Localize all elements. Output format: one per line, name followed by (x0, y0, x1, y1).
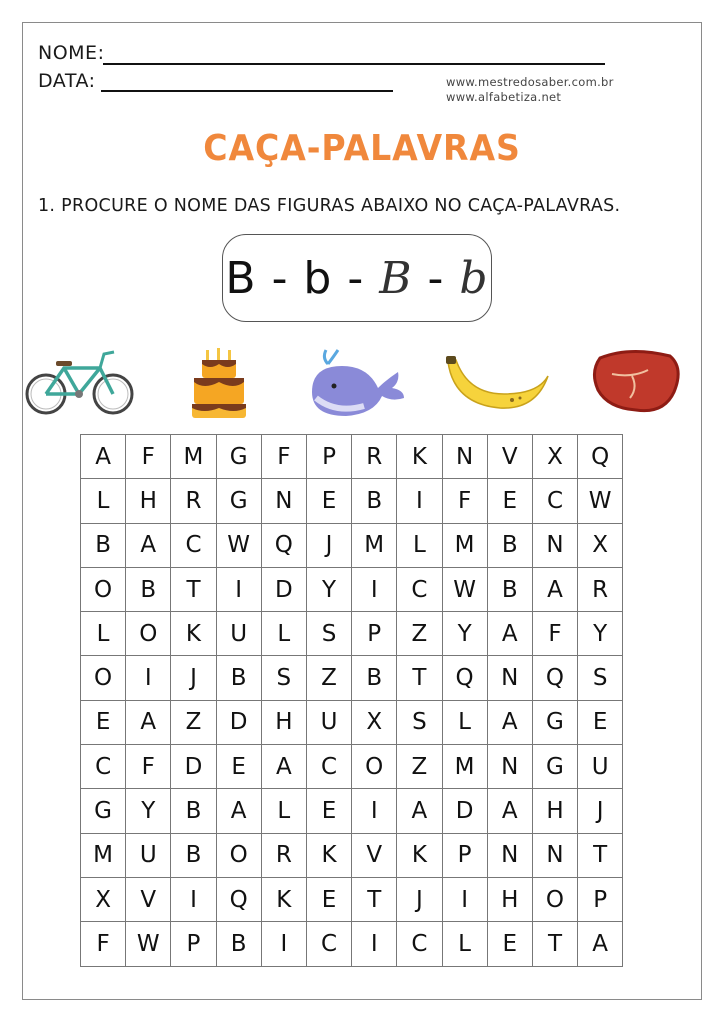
grid-cell[interactable]: P (442, 833, 487, 877)
grid-cell[interactable]: O (81, 567, 126, 611)
whale-icon (306, 348, 408, 420)
grid-cell[interactable]: K (306, 833, 351, 877)
grid-cell[interactable]: K (261, 877, 306, 921)
bicycle-icon (24, 346, 136, 422)
grid-cell[interactable]: Y (578, 612, 623, 656)
grid-cell[interactable]: A (578, 922, 623, 966)
grid-cell[interactable]: N (487, 745, 532, 789)
grid-cell[interactable]: J (306, 523, 351, 567)
letter-dash: - (412, 252, 460, 304)
grid-cell[interactable]: W (216, 523, 261, 567)
grid-cell[interactable]: I (171, 877, 216, 921)
grid-cell[interactable]: C (81, 745, 126, 789)
grid-cell[interactable]: E (487, 479, 532, 523)
grid-cell[interactable]: F (126, 435, 171, 479)
grid-cell[interactable]: N (487, 656, 532, 700)
grid-cell[interactable]: Z (397, 612, 442, 656)
grid-row (81, 435, 623, 479)
grid-cell[interactable]: H (261, 700, 306, 744)
grid-cell[interactable]: E (306, 479, 351, 523)
grid-row (81, 479, 623, 523)
grid-cell[interactable]: Z (397, 745, 442, 789)
grid-cell[interactable]: C (306, 922, 351, 966)
grid-cell[interactable]: B (216, 922, 261, 966)
grid-row (81, 700, 623, 744)
grid-cell[interactable]: E (306, 877, 351, 921)
grid-cell[interactable]: B (487, 523, 532, 567)
grid-cell[interactable]: P (578, 877, 623, 921)
grid-cell[interactable]: B (352, 479, 397, 523)
grid-cell[interactable]: R (171, 479, 216, 523)
grid-row (81, 523, 623, 567)
grid-cell[interactable]: I (352, 789, 397, 833)
grid-cell[interactable]: L (81, 612, 126, 656)
grid-cell[interactable]: C (306, 745, 351, 789)
grid-cell[interactable]: Z (306, 656, 351, 700)
grid-cell[interactable]: Q (216, 877, 261, 921)
grid-cell[interactable]: M (81, 833, 126, 877)
grid-cell[interactable]: I (126, 656, 171, 700)
grid-cell[interactable]: M (442, 523, 487, 567)
grid-cell[interactable]: E (487, 922, 532, 966)
grid-row (81, 656, 623, 700)
steak-icon (590, 348, 682, 418)
grid-cell[interactable]: E (306, 789, 351, 833)
grid-row (81, 877, 623, 921)
grid-cell[interactable]: A (397, 789, 442, 833)
date-line[interactable] (101, 90, 393, 92)
grid-cell[interactable]: N (261, 479, 306, 523)
grid-cell[interactable]: G (81, 789, 126, 833)
grid-cell[interactable]: M (171, 435, 216, 479)
grid-cell[interactable]: S (578, 656, 623, 700)
grid-cell[interactable]: B (487, 567, 532, 611)
grid-row (81, 789, 623, 833)
print-letters: B - b - (225, 252, 380, 304)
grid-cell[interactable]: C (397, 567, 442, 611)
grid-row (81, 833, 623, 877)
grid-cell[interactable]: Q (578, 435, 623, 479)
grid-cell[interactable]: V (126, 877, 171, 921)
grid-cell[interactable]: Q (532, 656, 577, 700)
grid-cell[interactable]: X (532, 435, 577, 479)
grid-cell[interactable]: A (487, 700, 532, 744)
grid-cell[interactable]: I (216, 567, 261, 611)
grid-cell[interactable]: L (442, 922, 487, 966)
grid-row (81, 612, 623, 656)
grid-cell[interactable]: Y (442, 612, 487, 656)
grid-cell[interactable]: B (352, 656, 397, 700)
grid-cell[interactable]: B (171, 833, 216, 877)
grid-cell[interactable]: W (442, 567, 487, 611)
grid-cell[interactable]: L (81, 479, 126, 523)
grid-cell[interactable]: R (261, 833, 306, 877)
grid-cell[interactable]: I (352, 567, 397, 611)
grid-cell[interactable]: M (442, 745, 487, 789)
name-label: NOME: (38, 42, 105, 64)
grid-cell[interactable]: G (216, 479, 261, 523)
letters-display (225, 253, 488, 304)
grid-cell[interactable]: G (216, 435, 261, 479)
grid-cell[interactable]: C (397, 922, 442, 966)
grid-cell[interactable]: F (261, 435, 306, 479)
grid-cell[interactable]: T (171, 567, 216, 611)
grid-cell[interactable]: B (171, 789, 216, 833)
grid-cell[interactable]: E (216, 745, 261, 789)
grid-cell[interactable]: W (578, 479, 623, 523)
cursive-lower-letter: b (459, 252, 489, 304)
grid-cell[interactable]: O (126, 612, 171, 656)
cursive-upper-letter: B (379, 252, 413, 304)
grid-row (81, 567, 623, 611)
grid-cell[interactable]: A (261, 745, 306, 789)
grid-cell[interactable]: D (171, 745, 216, 789)
grid-cell[interactable]: H (126, 479, 171, 523)
grid-cell[interactable]: B (216, 656, 261, 700)
grid-cell[interactable]: C (171, 523, 216, 567)
grid-cell[interactable]: R (578, 567, 623, 611)
grid-cell[interactable]: U (578, 745, 623, 789)
grid-cell[interactable]: Y (306, 567, 351, 611)
grid-cell[interactable]: J (397, 877, 442, 921)
grid-cell[interactable]: O (81, 656, 126, 700)
grid-cell[interactable]: S (306, 612, 351, 656)
site-url-1: www.mestredosaber.com.br (446, 75, 614, 89)
word-search-grid (80, 434, 623, 967)
grid-cell[interactable]: C (532, 479, 577, 523)
grid-cell[interactable]: L (442, 700, 487, 744)
grid-cell[interactable]: L (261, 789, 306, 833)
grid-cell[interactable]: A (126, 523, 171, 567)
grid-cell[interactable]: D (261, 567, 306, 611)
grid-cell[interactable]: F (126, 745, 171, 789)
letter-box (222, 234, 492, 322)
grid-row (81, 922, 623, 966)
cake-icon (190, 348, 248, 420)
grid-cell[interactable]: U (306, 700, 351, 744)
grid-cell[interactable]: N (442, 435, 487, 479)
grid-cell[interactable]: O (532, 877, 577, 921)
grid-cell[interactable]: I (261, 922, 306, 966)
grid-cell[interactable]: X (81, 877, 126, 921)
grid-cell[interactable]: N (487, 833, 532, 877)
grid-cell[interactable]: A (216, 789, 261, 833)
grid-cell[interactable]: I (397, 479, 442, 523)
grid-cell[interactable]: W (126, 922, 171, 966)
grid-cell[interactable]: U (216, 612, 261, 656)
grid-cell[interactable]: N (532, 833, 577, 877)
grid-cell[interactable]: P (171, 922, 216, 966)
grid-cell[interactable]: T (352, 877, 397, 921)
grid-cell[interactable]: R (352, 435, 397, 479)
grid-cell[interactable]: J (171, 656, 216, 700)
grid-cell[interactable]: X (578, 523, 623, 567)
grid-cell[interactable]: M (352, 523, 397, 567)
grid-cell[interactable]: T (397, 656, 442, 700)
grid-cell[interactable]: Q (261, 523, 306, 567)
grid-cell[interactable]: L (261, 612, 306, 656)
grid-cell[interactable]: E (578, 700, 623, 744)
grid-cell[interactable]: O (216, 833, 261, 877)
grid-cell[interactable]: Z (171, 700, 216, 744)
grid-cell[interactable]: K (397, 833, 442, 877)
grid-cell[interactable]: P (352, 612, 397, 656)
grid-cell[interactable]: K (397, 435, 442, 479)
grid-cell[interactable]: A (487, 612, 532, 656)
grid-cell[interactable]: H (487, 877, 532, 921)
grid-cell[interactable]: J (578, 789, 623, 833)
grid-cell[interactable]: K (171, 612, 216, 656)
grid-cell[interactable]: H (532, 789, 577, 833)
grid-cell[interactable]: Q (442, 656, 487, 700)
grid-cell[interactable]: G (532, 700, 577, 744)
name-line[interactable] (103, 63, 605, 65)
grid-cell[interactable]: D (216, 700, 261, 744)
date-label: DATA: (38, 70, 96, 92)
banana-icon (444, 354, 552, 414)
grid-cell[interactable]: V (487, 435, 532, 479)
grid-cell[interactable]: P (306, 435, 351, 479)
grid-cell[interactable]: A (81, 435, 126, 479)
grid-cell[interactable]: B (81, 523, 126, 567)
grid-cell[interactable]: F (532, 612, 577, 656)
grid-cell[interactable]: A (126, 700, 171, 744)
grid-cell[interactable]: F (81, 922, 126, 966)
grid-cell[interactable]: D (442, 789, 487, 833)
page-title: CAÇA-PALAVRAS (203, 128, 521, 169)
grid-cell[interactable]: A (532, 567, 577, 611)
grid-cell[interactable]: I (352, 922, 397, 966)
grid-cell[interactable]: B (126, 567, 171, 611)
grid-cell[interactable]: E (81, 700, 126, 744)
grid-cell[interactable]: X (352, 700, 397, 744)
grid-cell[interactable]: T (578, 833, 623, 877)
grid-cell[interactable]: S (397, 700, 442, 744)
site-url-2: www.alfabetiza.net (446, 90, 562, 104)
grid-cell[interactable]: O (352, 745, 397, 789)
grid-cell[interactable]: F (442, 479, 487, 523)
grid-cell[interactable]: Y (126, 789, 171, 833)
grid-cell[interactable]: V (352, 833, 397, 877)
grid-cell[interactable]: T (532, 922, 577, 966)
grid-cell[interactable]: A (487, 789, 532, 833)
grid-cell[interactable]: L (397, 523, 442, 567)
instruction-text: 1. PROCURE O NOME DAS FIGURAS ABAIXO NO CAÇA-PALAVRAS. (38, 196, 621, 216)
grid-cell[interactable]: N (532, 523, 577, 567)
grid-cell[interactable]: I (442, 877, 487, 921)
grid-row (81, 745, 623, 789)
grid-cell[interactable]: S (261, 656, 306, 700)
grid-cell[interactable]: G (532, 745, 577, 789)
grid-cell[interactable]: U (126, 833, 171, 877)
